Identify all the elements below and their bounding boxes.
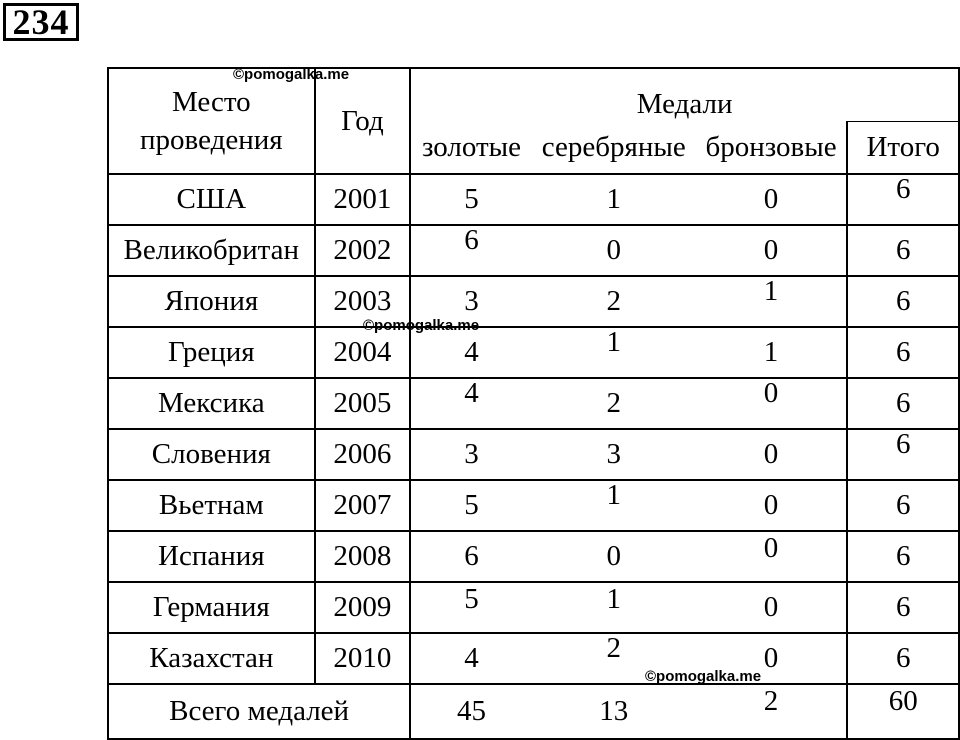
cell-year: 2009 — [315, 582, 411, 633]
cell-place: Япония — [108, 276, 315, 327]
totals-row — [108, 684, 959, 739]
cell-bronze-value: 1 — [763, 276, 779, 307]
watermark-text: ©pomogalka.me — [363, 317, 480, 334]
cell-bronze — [696, 531, 848, 582]
table-row — [108, 531, 959, 582]
cell-year: 2010 — [315, 633, 411, 684]
cell-silver: 2 — [532, 378, 696, 429]
cell-bronze — [696, 378, 848, 429]
cell-total: 6 — [847, 327, 959, 378]
cell-silver-value: 1 — [606, 583, 622, 615]
header-medals: Медали — [410, 68, 959, 122]
cell-bronze: 0 — [696, 429, 848, 480]
cell-total — [847, 174, 959, 225]
cell-place: Вьетнам — [108, 480, 315, 531]
watermark-text: ©pomogalka.me — [645, 668, 762, 685]
table-row — [108, 378, 959, 429]
cell-gold — [410, 378, 532, 429]
cell-bronze: 0 — [696, 174, 848, 225]
cell-gold-value: 5 — [464, 583, 479, 615]
header-gold: золотые — [410, 122, 532, 175]
cell-silver — [532, 582, 696, 633]
cell-gold: 3 — [410, 429, 532, 480]
cell-silver: 1 — [532, 174, 696, 225]
cell-silver-value: 1 — [606, 480, 622, 511]
totals-total — [847, 684, 959, 739]
cell-place: Казахстан — [108, 633, 315, 684]
cell-gold: 4 — [410, 327, 532, 378]
cell-year: 2003 — [315, 276, 411, 327]
medals-table — [107, 67, 960, 740]
cell-year: 2005 — [315, 378, 411, 429]
cell-year: 2008 — [315, 531, 411, 582]
header-place: Место проведения — [108, 68, 315, 174]
watermark-text: ©pomogalka.me — [233, 66, 350, 83]
cell-year: 2007 — [315, 480, 411, 531]
header-silver: серебряные — [532, 122, 696, 175]
header-total: Итого — [847, 122, 959, 175]
cell-total — [847, 429, 959, 480]
table-row — [108, 174, 959, 225]
cell-bronze-value: 0 — [763, 378, 779, 409]
cell-year: 2002 — [315, 225, 411, 276]
cell-year: 2004 — [315, 327, 411, 378]
cell-place: Испания — [108, 531, 315, 582]
cell-silver: 0 — [532, 531, 696, 582]
cell-place: Греция — [108, 327, 315, 378]
totals-bronze-value: 2 — [763, 685, 779, 717]
cell-total-value: 6 — [895, 429, 911, 460]
cell-bronze-value: 0 — [763, 532, 779, 564]
cell-gold: 3 — [410, 276, 532, 327]
cell-silver: 3 — [532, 429, 696, 480]
totals-bronze — [696, 684, 848, 739]
cell-silver-value: 1 — [606, 327, 622, 358]
cell-bronze: 0 — [696, 582, 848, 633]
cell-gold — [410, 225, 532, 276]
cell-silver-value: 2 — [606, 633, 622, 664]
table-row — [108, 225, 959, 276]
totals-label: Всего медалей — [108, 684, 410, 739]
cell-silver — [532, 327, 696, 378]
cell-bronze: 0 — [696, 480, 848, 531]
cell-place: Германия — [108, 582, 315, 633]
cell-total: 6 — [847, 480, 959, 531]
totals-silver: 13 — [532, 684, 696, 739]
cell-total: 6 — [847, 276, 959, 327]
cell-total: 6 — [847, 225, 959, 276]
cell-total-value: 6 — [895, 174, 911, 205]
cell-gold-value: 4 — [464, 378, 479, 409]
totals-gold: 45 — [410, 684, 532, 739]
table-row — [108, 633, 959, 684]
cell-gold: 5 — [410, 480, 532, 531]
cell-year: 2001 — [315, 174, 411, 225]
table-row — [108, 480, 959, 531]
cell-total: 6 — [847, 633, 959, 684]
cell-year: 2006 — [315, 429, 411, 480]
table-row — [108, 327, 959, 378]
cell-silver: 2 — [532, 276, 696, 327]
cell-place: Великобритан — [108, 225, 315, 276]
header-year: Год — [315, 68, 411, 174]
cell-gold-value: 6 — [464, 225, 479, 256]
cell-place: Мексика — [108, 378, 315, 429]
cell-gold: 4 — [410, 633, 532, 684]
cell-gold — [410, 582, 532, 633]
task-number: 234 — [3, 3, 79, 41]
cell-total: 6 — [847, 531, 959, 582]
header-bronze: бронзовые — [696, 122, 848, 175]
cell-bronze — [696, 276, 848, 327]
cell-bronze: 0 — [696, 633, 848, 684]
cell-bronze: 1 — [696, 327, 848, 378]
cell-place: Словения — [108, 429, 315, 480]
table-row — [108, 276, 959, 327]
cell-silver — [532, 480, 696, 531]
cell-gold: 6 — [410, 531, 532, 582]
cell-place: США — [108, 174, 315, 225]
cell-bronze: 0 — [696, 225, 848, 276]
cell-total: 6 — [847, 582, 959, 633]
table-row — [108, 582, 959, 633]
totals-total-value: 60 — [888, 685, 918, 717]
cell-gold: 5 — [410, 174, 532, 225]
cell-total: 6 — [847, 378, 959, 429]
table-row — [108, 429, 959, 480]
cell-silver: 0 — [532, 225, 696, 276]
